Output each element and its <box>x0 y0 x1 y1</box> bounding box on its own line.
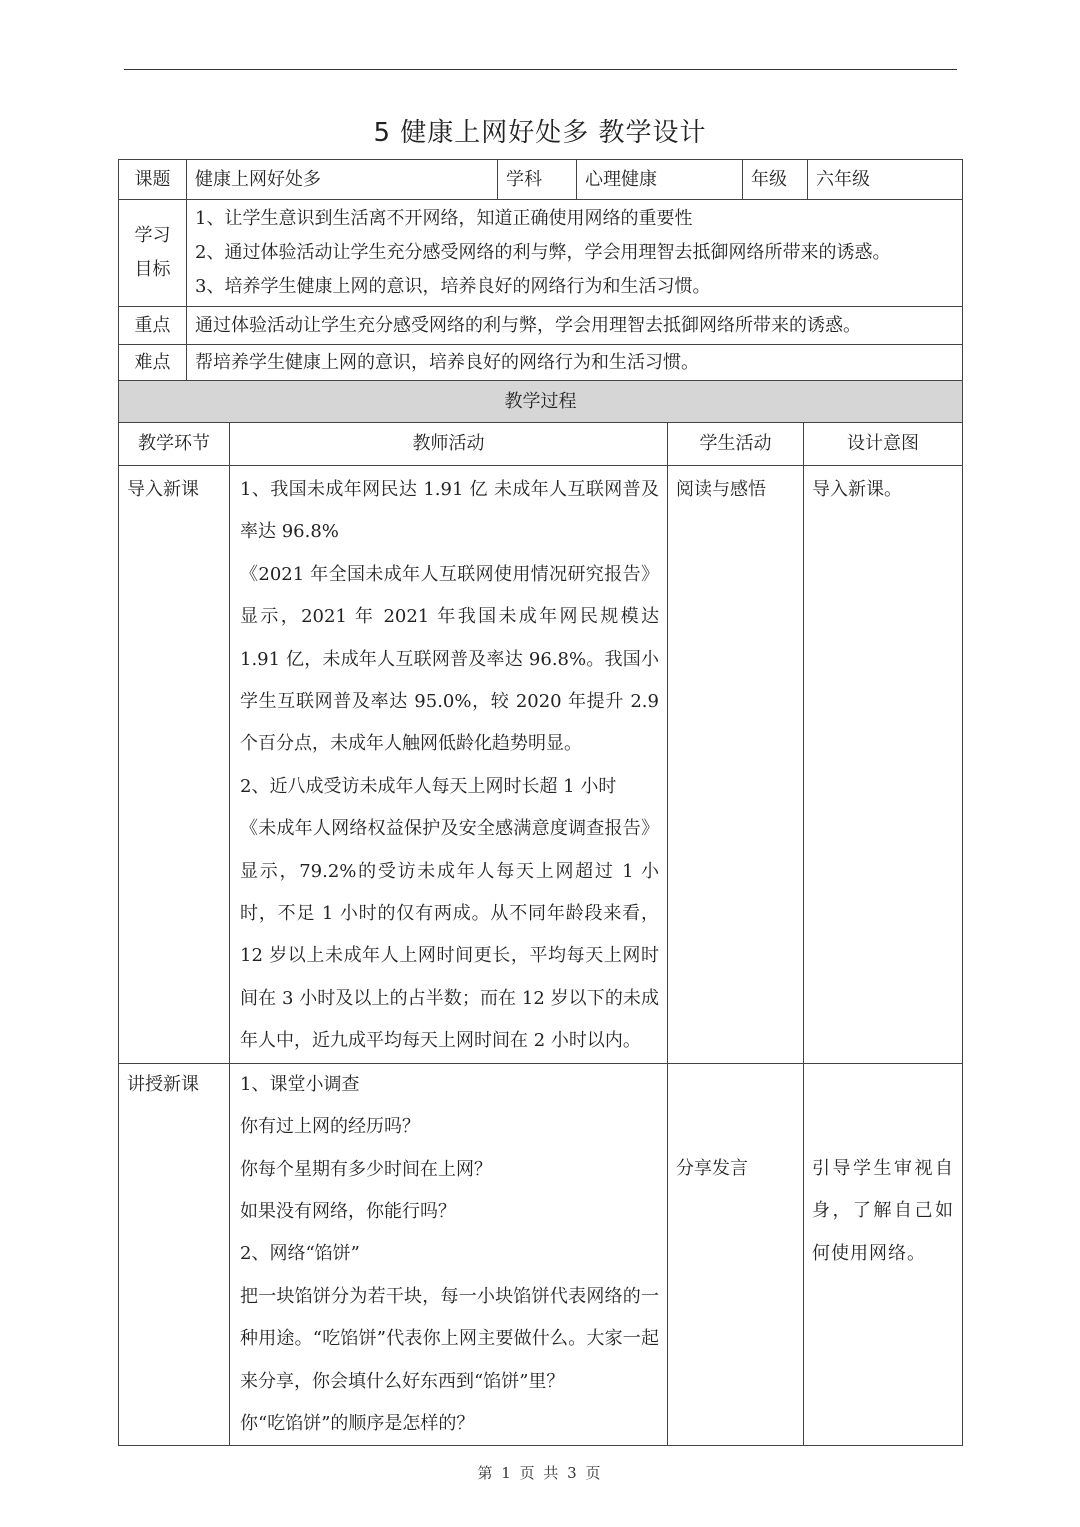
student-activity-cell: 分享发言 <box>668 1063 804 1446</box>
process-banner-row <box>119 381 963 423</box>
info-table <box>118 159 963 381</box>
table-row <box>119 1063 963 1446</box>
column-header: 学生活动 <box>668 423 804 466</box>
teacher-paragraph: 如果没有网络，你能行吗？ <box>240 1200 456 1222</box>
goals-list <box>187 200 963 307</box>
grade-label: 年级 <box>743 160 808 200</box>
process-header-row <box>119 423 963 466</box>
column-header: 教学环节 <box>119 423 230 466</box>
teacher-paragraph: 把一块馅饼分为若干块，每一小块馅饼代表网络的一种用途。“吃馅饼”代表你上网主要做什么。大家一起来分享，你会填什么好东西到“馅饼”里？ <box>240 1285 659 1392</box>
teacher-paragraph: 1、课堂小调查 <box>240 1073 360 1095</box>
teacher-activity-cell <box>230 1063 668 1446</box>
student-activity-cell: 阅读与感悟 <box>668 466 804 1064</box>
goals-label-line1: 学习 <box>134 225 171 246</box>
process-banner: 教学过程 <box>119 381 963 423</box>
difficulty-label: 难点 <box>119 345 187 381</box>
header-rule <box>124 69 957 70</box>
design-intent-cell: 导入新课。 <box>804 466 963 1064</box>
difficulty-row <box>119 345 963 381</box>
column-header: 教师活动 <box>230 423 668 466</box>
stage-cell: 讲授新课 <box>119 1063 230 1446</box>
table-row <box>119 466 963 1064</box>
key-value: 通过体验活动让学生充分感受网络的利与弊，学会用理智去抵御网络所带来的诱惑。 <box>187 307 963 345</box>
teacher-paragraph: 你有过上网的经历吗？ <box>240 1116 420 1138</box>
goals-row <box>119 200 963 307</box>
key-row <box>119 307 963 345</box>
topic-value: 健康上网好处多 <box>187 160 498 200</box>
key-label: 重点 <box>119 307 187 345</box>
page-title: 5 健康上网好处多 教学设计 <box>373 118 707 148</box>
difficulty-value: 帮培养学生健康上网的意识，培养良好的网络行为和生活习惯。 <box>187 345 963 381</box>
goal-item: 2、通过体验活动让学生充分感受网络的利与弊，学会用理智去抵御网络所带来的诱惑。 <box>195 242 891 263</box>
grade-value: 六年级 <box>808 160 963 200</box>
topic-label: 课题 <box>119 160 187 200</box>
teacher-activity-cell <box>230 466 668 1064</box>
goals-label <box>119 200 187 307</box>
teacher-paragraph: 你每个星期有多少时间在上网？ <box>240 1158 492 1180</box>
goals-label-line2: 目标 <box>134 259 171 280</box>
goal-item: 3、培养学生健康上网的意识，培养良好的网络行为和生活习惯。 <box>195 276 711 297</box>
teacher-paragraph: 《未成年人网络权益保护及安全感满意度调查报告》显示，79.2%的受访未成年人每天上网超过 1 小时，不足 1 小时的仅有两成。从不同年龄段来看，12 岁以上未成年人上网时间更长，平均每天上网时间在 3 小时及以上的占半数；而在 12 岁以下的未成年人中，近九成平均每天上网时间在 2 小时以内。 <box>240 818 659 1052</box>
topic-row <box>119 160 963 200</box>
subject-value: 心理健康 <box>577 160 743 200</box>
teacher-paragraph: 《2021 年全国未成年人互联网使用情况研究报告》显示，2021 年 2021 年我国未成年网民规模达 1.91 亿，未成年人互联网普及率达 96.8%。我国小学生互联网普及率达 95.0%，较 2020 年提升 2.9 个百分点，未成年人触网低龄化趋势明显。 <box>240 563 659 755</box>
subject-label: 学科 <box>498 160 577 200</box>
teacher-paragraph: 2、网络“馅饼” <box>240 1243 360 1265</box>
teacher-paragraph: 2、近八成受访未成年人每天上网时长超 1 小时 <box>240 775 617 797</box>
design-intent-cell: 引导学生审视自身，了解自己如何使用网络。 <box>804 1063 963 1446</box>
column-header: 设计意图 <box>804 423 963 466</box>
process-table <box>118 380 963 1446</box>
teacher-paragraph: 你“吃馅饼”的顺序是怎样的？ <box>240 1412 475 1434</box>
teacher-paragraph: 1、我国未成年网民达 1.91 亿 未成年人互联网普及率达 96.8% <box>240 479 659 543</box>
stage-cell: 导入新课 <box>119 466 230 1064</box>
page-footer: 第 1 页 共 3 页 <box>477 1464 603 1482</box>
goal-item: 1、让学生意识到生活离不开网络，知道正确使用网络的重要性 <box>195 208 693 229</box>
